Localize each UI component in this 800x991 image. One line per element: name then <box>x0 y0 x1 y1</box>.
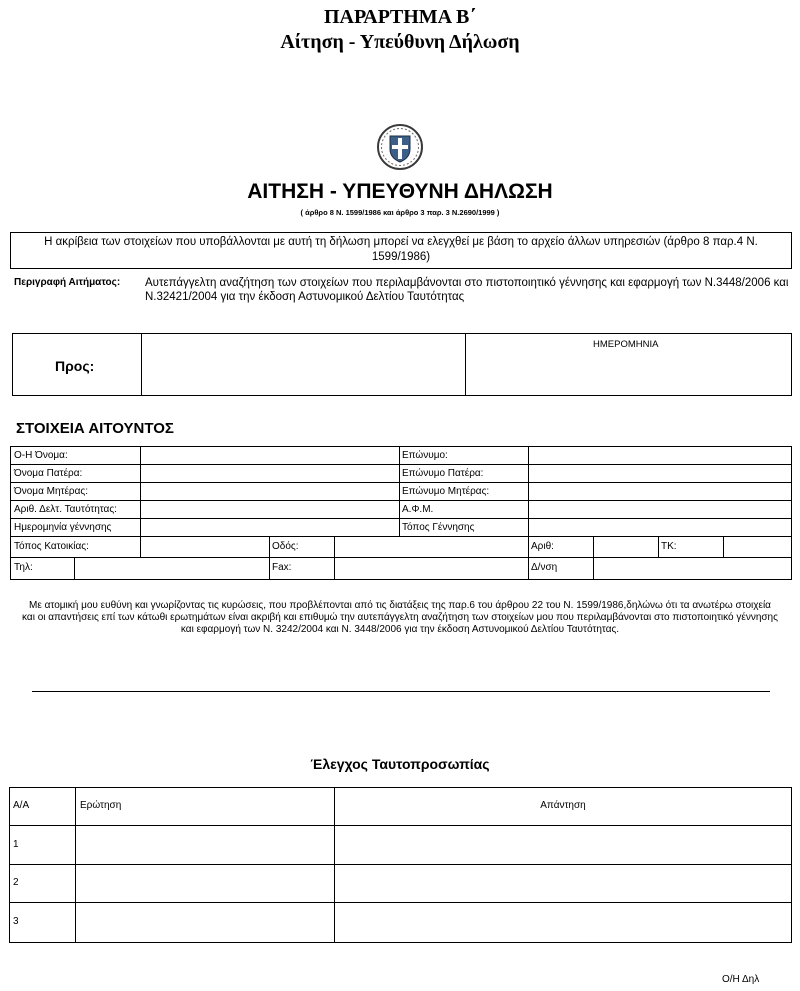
mother-name-label: Όνομα Μητέρας: <box>14 486 88 497</box>
fax-field[interactable] <box>335 558 528 579</box>
answer-field-3[interactable] <box>335 903 791 942</box>
father-name-field[interactable] <box>141 465 399 482</box>
father-name-label: Όνομα Πατέρα: <box>14 468 83 479</box>
birth-place-label: Τόπος Γέννησης <box>402 522 475 533</box>
form-title: ΑΙΤΗΣΗ - ΥΠΕΥΘΥΝΗ ΔΗΛΩΣΗ <box>247 180 553 203</box>
col-divider <box>658 536 659 557</box>
phone-label: Τηλ: <box>14 562 33 573</box>
mother-surname-field[interactable] <box>529 483 791 500</box>
street-number-label: Αριθ: <box>531 541 554 552</box>
tax-number-field[interactable] <box>529 501 791 518</box>
street-field[interactable] <box>335 537 528 557</box>
row-number: 1 <box>13 839 19 850</box>
annex-subtitle: Αίτηση - Υπεύθυνη Δήλωση <box>280 31 520 53</box>
answer-field-1[interactable] <box>335 826 791 864</box>
col-divider <box>528 536 529 579</box>
date-label: ΗΜΕΡΟΜΗΝΙΑ <box>593 339 659 350</box>
row-number: 2 <box>13 877 19 888</box>
col-divider <box>269 536 270 579</box>
divider <box>141 334 142 395</box>
id-number-label: Αριθ. Δελτ. Ταυτότητας: <box>14 504 117 515</box>
email-field[interactable] <box>594 558 791 579</box>
id-number-field[interactable] <box>141 501 399 518</box>
identity-check-title: Έλεγχος Ταυτοπροσωπίας <box>310 756 490 772</box>
col-divider <box>399 447 400 536</box>
phone-field[interactable] <box>75 558 269 579</box>
birth-date-label: Ημερομηνία γέννησης <box>14 522 112 533</box>
signature-label: Ο/Η Δηλ <box>722 974 760 985</box>
question-column-header: Ερώτηση <box>80 800 122 811</box>
separator-line <box>32 691 770 692</box>
declaration-text: Με ατομική μου ευθύνη και γνωρίζοντας τις κυρώσεις, που προβλέπονται από τις διατάξεις της παρ.6 του άρθρου 22 του Ν. 1599/1986,δηλώνω ότι τα ανωτέρω στοιχεία και οι απαντήσεις επί των κάτωθι ερωτημάτων είναι ακριβή και επιθυμώ την αυτεπάγγελτη αναζήτηση των στοιχείων μου που περιλαμβάνονται στο πιστοποιητικό γέννησης και εφαρμογή των Ν. 3242/2004 και Ν. 3448/2006 για την έκδοση Αστυνομικού Δελτίου Ταυτότητας. <box>22 600 778 635</box>
recipient-label: Προς: <box>55 358 95 374</box>
mother-name-field[interactable] <box>141 483 399 500</box>
answer-column-header: Απάντηση <box>540 800 586 811</box>
applicant-details-grid <box>10 446 792 580</box>
applicant-section-title: ΣΤΟΙΧΕΙΑ ΑΙΤΟΥΝΤΟΣ <box>16 420 174 437</box>
question-field-1[interactable] <box>76 826 334 864</box>
row-number: 3 <box>13 916 19 927</box>
first-name-label: Ο-Η Όνομα: <box>14 450 68 461</box>
identity-check-table <box>9 787 792 943</box>
date-field[interactable] <box>467 352 791 394</box>
recipient-field[interactable] <box>143 335 464 394</box>
form-legal-basis: ( άρθρο 8 Ν. 1599/1986 και άρθρο 3 παρ. 3 Ν.2690/1999 ) <box>300 208 500 217</box>
answer-field-2[interactable] <box>335 865 791 902</box>
first-name-field[interactable] <box>141 447 399 464</box>
birth-date-field[interactable] <box>141 519 399 536</box>
annex-title: ΠΑΡΑΡΤΗΜΑ Β΄ <box>323 6 477 28</box>
coat-of-arms-emblem <box>376 123 424 171</box>
father-surname-field[interactable] <box>529 465 791 482</box>
surname-field[interactable] <box>529 447 791 464</box>
mother-surname-label: Επώνυμο Μητέρας: <box>402 486 490 497</box>
index-column-header: Α/Α <box>13 800 30 811</box>
street-label: Οδός: <box>272 541 299 552</box>
surname-label: Επώνυμο: <box>402 450 448 461</box>
tax-number-label: Α.Φ.Μ. <box>402 504 434 515</box>
postal-code-field[interactable] <box>724 537 791 557</box>
question-field-2[interactable] <box>76 865 334 902</box>
request-description-label: Περιγραφή Αιτήματος: <box>14 277 121 288</box>
fax-label: Fax: <box>272 562 292 573</box>
residence-label: Τόπος Κατοικίας: <box>14 541 89 552</box>
request-description-text: Αυτεπάγγελτη αναζήτηση των στοιχείων που περιλαμβάνονται στο πιστοποιητικό γέννησης και εφαρμογή των Ν.3448/2006 και Ν.32421/2004 για την έκδοση Αστυνομικού Δελτίου Ταυτότητας <box>145 277 789 303</box>
father-surname-label: Επώνυμο Πατέρα: <box>402 468 484 479</box>
birth-place-field[interactable] <box>529 519 791 536</box>
accuracy-notice: Η ακρίβεια των στοιχείων που υποβάλλονται με αυτή τη δήλωση μπορεί να ελεγχθεί με βάση το αρχείο άλλων υπηρεσιών (άρθρο 8 παρ.4 Ν. 1599/1986) <box>10 232 792 269</box>
divider <box>465 334 466 395</box>
street-number-field[interactable] <box>594 537 658 557</box>
recipient-date-box <box>12 333 792 396</box>
residence-field[interactable] <box>141 537 269 557</box>
email-label: Δ/νση <box>531 562 558 573</box>
postal-code-label: ΤΚ: <box>661 541 677 552</box>
question-field-3[interactable] <box>76 903 334 942</box>
